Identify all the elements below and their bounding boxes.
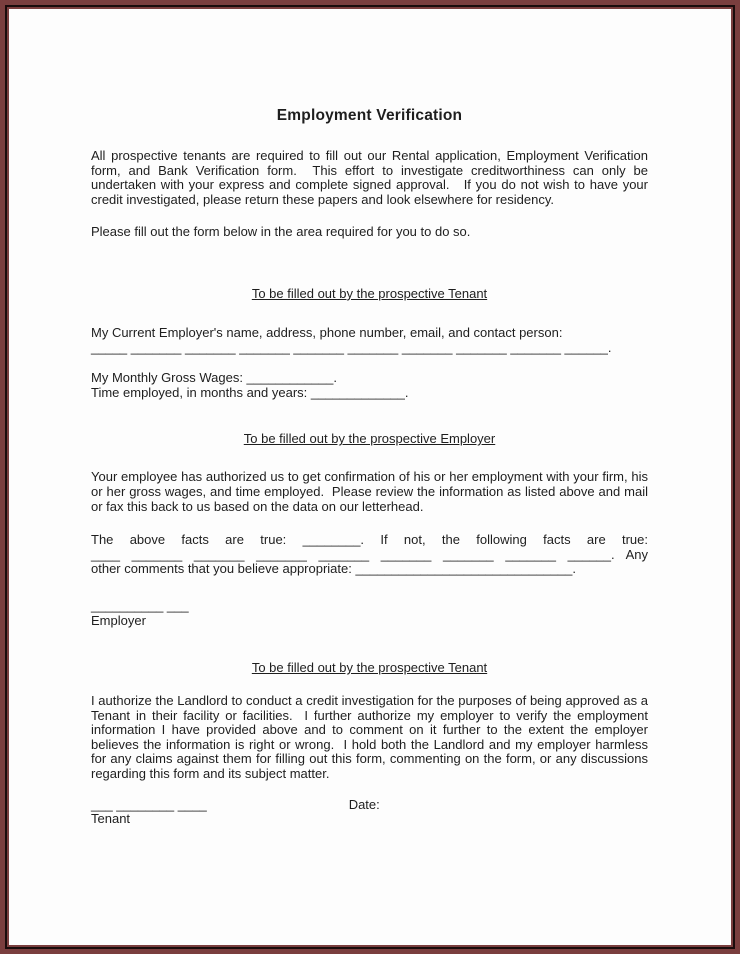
section-heading-employer: To be filled out by the prospective Employer bbox=[243, 431, 496, 447]
tenant-signature-label: Tenant bbox=[91, 811, 131, 827]
employer-info-label: My Current Employer's name, address, phone number, email, and contact person: bbox=[91, 324, 563, 340]
time-employed-line: Time employed, in months and years: _____________. bbox=[91, 384, 409, 400]
date-label: Date: bbox=[348, 796, 380, 812]
wages-time-fields bbox=[91, 371, 648, 400]
facts-paragraph bbox=[91, 533, 648, 577]
tenant-signature-blank: ___ ________ ____ bbox=[91, 796, 207, 812]
facts-true-line: The above facts are true: ________. If not, the following facts are true: bbox=[91, 532, 648, 548]
employer-signature-block bbox=[91, 599, 648, 628]
other-comments-line: other comments that you believe appropriate: ______________________________. bbox=[91, 561, 576, 577]
employer-info-blank-line: _____ _______ _______ _______ _______ _______ _______ _______ _______ ______. bbox=[91, 339, 612, 355]
instruction-paragraph: Please fill out the form below in the area required for you to do so. bbox=[91, 224, 471, 240]
section-heading-tenant-2: To be filled out by the prospective Tenant bbox=[251, 660, 488, 676]
intro-paragraph: All prospective tenants are required to fill out our Rental application, Employment Verification form, and Bank Verification form. This effort to investigate creditworthiness can only be undertaken with your express and complete signed approval. If you do not wish to have your credit investigated, please return these papers and look elsewhere for residency. bbox=[91, 148, 648, 207]
employer-instructions-paragraph: Your employee has authorized us to get confirmation of his or her employment with your firm, his or her gross wages, and time employed. Please review the information as listed above and mail or fax this back to us based on the data on our letterhead. bbox=[91, 469, 648, 514]
tenant-signature-date-row bbox=[91, 798, 648, 813]
employer-info-field bbox=[91, 326, 648, 355]
section-heading-tenant-1: To be filled out by the prospective Tenant bbox=[251, 285, 488, 301]
document-title: Employment Verification bbox=[276, 107, 463, 124]
tenant-authorization-paragraph: I authorize the Landlord to conduct a credit investigation for the purposes of being approved as a Tenant in their facility or facilities. I further authorize my employer to verify the employment information I have provided above and to comment on it further to the extent the employer believes the information is right or wrong. I hold both the Landlord and my employer harmless for any claims against them for filling out this form, commenting on the form, or any discussions regarding this form and its subject matter. bbox=[91, 693, 648, 782]
facts-blank-line: ____ _______ _______ _______ _______ _______ _______ _______ ______. Any bbox=[91, 546, 648, 562]
employer-signature-blank: __________ ___ bbox=[91, 597, 189, 613]
employer-signature-label: Employer bbox=[91, 612, 146, 628]
monthly-wages-line: My Monthly Gross Wages: ____________. bbox=[91, 370, 337, 386]
decorative-border-inner-line bbox=[5, 5, 735, 949]
document-page bbox=[7, 7, 733, 947]
